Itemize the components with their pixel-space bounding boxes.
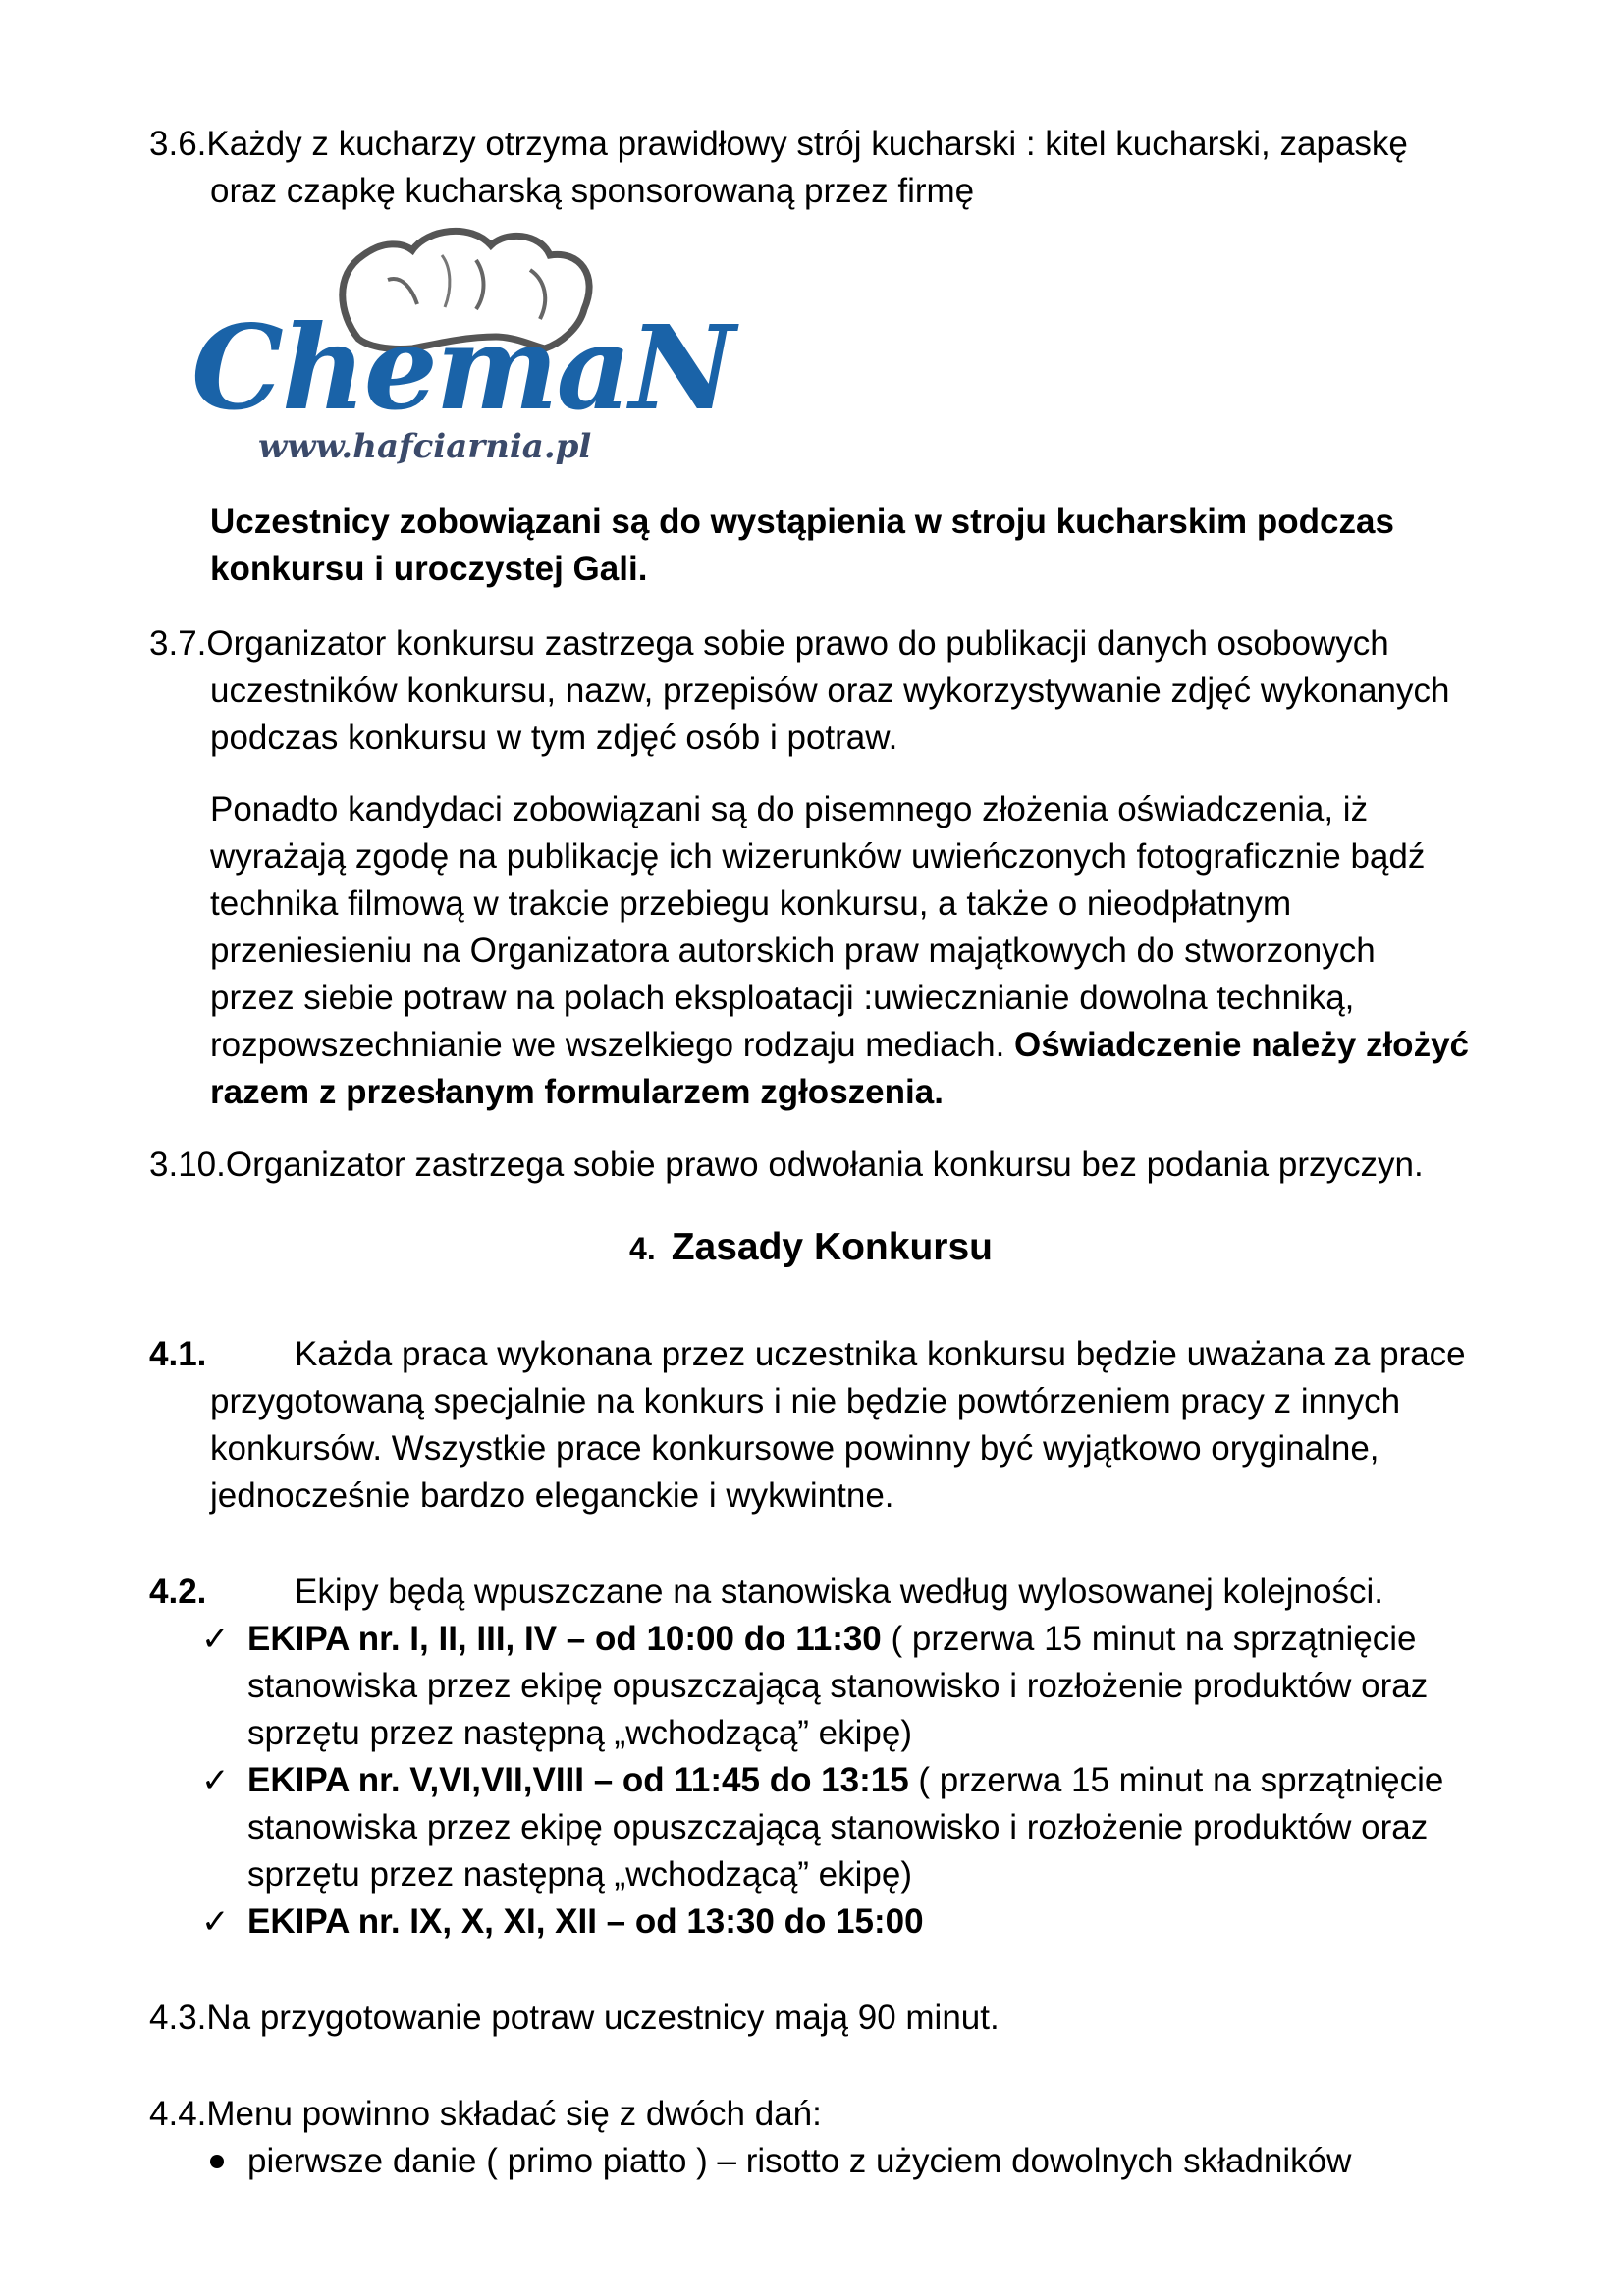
para-3-7-line-2: uczestników konkursu, nazw, przepisów oraz wykorzystywanie zdjęć wykonanych	[210, 671, 1450, 710]
para-4-1-line-4: jednocześnie bardzo eleganckie i wykwintne.	[210, 1476, 894, 1515]
checkmark-icon: ✓	[201, 1903, 230, 1941]
ponadto-line-2: wyrażają zgodę na publikację ich wizerunków uwieńczonych fotograficznie bądź	[210, 837, 1426, 876]
menu-bullet-item-1: pierwsze danie ( primo piatto ) – risotto z użyciem dowolnych składników	[247, 2142, 1352, 2180]
para-4-3: 4.3.Na przygotowanie potraw uczestnicy mają 90 minut.	[149, 1999, 1000, 2037]
logo-url-text: www.hafciarnia.pl	[258, 427, 592, 466]
ponadto-line-5: przez siebie potraw na polach eksploatacji :uwiecznianie dowolna techniką,	[210, 979, 1355, 1017]
logo-brand-text: ChemaN	[191, 299, 733, 436]
para-3-7-line-3: podczas konkursu w tym zdjęć osób i potraw.	[210, 719, 898, 757]
ponadto-line-4: przeniesieniu na Organizatora autorskich praw majątkowych do stworzonych	[210, 932, 1376, 970]
para-3-10: 3.10.Organizator zastrzega sobie prawo odwołania konkursu bez podania przyczyn.	[149, 1146, 1424, 1184]
ekipa-item-1-line-2: stanowiska przez ekipę opuszczającą stanowisko i rozłożenie produktów oraz	[247, 1667, 1429, 1705]
checkmark-icon: ✓	[201, 1621, 230, 1658]
ponadto-line-1: Ponadto kandydaci zobowiązani są do pisemnego złożenia oświadczenia, iż	[210, 790, 1369, 828]
ekipa-item-2-line-1: EKIPA nr. V,VI,VII,VIII – od 11:45 do 13:15 ( przerwa 15 minut na sprzątnięcie	[247, 1761, 1444, 1799]
para-3-6-line-1: 3.6.Każdy z kucharzy otrzyma prawidłowy strój kucharski : kitel kucharski, zapaskę	[149, 125, 1408, 163]
ekipa-item-1-line-1: EKIPA nr. I, II, III, IV – od 10:00 do 11:30 ( przerwa 15 minut na sprzątnięcie	[247, 1620, 1417, 1658]
ponadto-line-3: technika filmową w trakcie przebiegu konkursu, a także o nieodpłatnym	[210, 884, 1292, 923]
cheman-logo	[191, 221, 733, 481]
bullet-icon	[210, 2155, 224, 2168]
para-4-1-line-1: Każda praca wykonana przez uczestnika konkursu będzie uważana za prace	[295, 1335, 1466, 1373]
ekipa-item-2-line-3: sprzętu przez następną „wchodzącą” ekipę)	[247, 1855, 913, 1894]
para-3-7-line-1: 3.7.Organizator konkursu zastrzega sobie prawo do publikacji danych osobowych	[149, 624, 1389, 663]
para-4-2-number: 4.2.	[149, 1573, 207, 1611]
ekipa-item-1-line-3: sprzętu przez następną „wchodzącą” ekipę)	[247, 1714, 913, 1752]
para-4-1-line-3: konkursów. Wszystkie prace konkursowe powinny być wyjątkowo oryginalne,	[210, 1429, 1379, 1468]
ponadto-line-6: rozpowszechnianie we wszelkiego rodzaju mediach. Oświadczenie należy złożyć	[210, 1026, 1469, 1064]
para-4-4: 4.4.Menu powinno składać się z dwóch dań:	[149, 2095, 822, 2133]
bold-note-line-1: Uczestnicy zobowiązani są do wystąpienia w stroju kucharskim podczas	[210, 503, 1394, 541]
para-4-1-line-2: przygotowaną specjalnie na konkurs i nie będzie powtórzeniem pracy z innych	[210, 1382, 1401, 1420]
ponadto-line-7: razem z przesłanym formularzem zgłoszenia.	[210, 1073, 944, 1111]
ekipa-item-3-line-1: EKIPA nr. IX, X, XI, XII – od 13:30 do 15:00	[247, 1902, 924, 1941]
para-3-6-line-2: oraz czapkę kucharską sponsorowaną przez firmę	[210, 172, 975, 210]
para-4-2-line-1: Ekipy będą wpuszczane na stanowiska według wylosowanej kolejności.	[295, 1573, 1383, 1611]
ekipa-item-2-line-2: stanowiska przez ekipę opuszczającą stanowisko i rozłożenie produktów oraz	[247, 1808, 1429, 1846]
para-4-1-number: 4.1.	[149, 1335, 207, 1373]
section-4-heading: 4. Zasady Konkursu	[629, 1226, 993, 1268]
checkmark-icon: ✓	[201, 1762, 230, 1799]
bold-note-line-2: konkursu i uroczystej Gali.	[210, 550, 648, 588]
